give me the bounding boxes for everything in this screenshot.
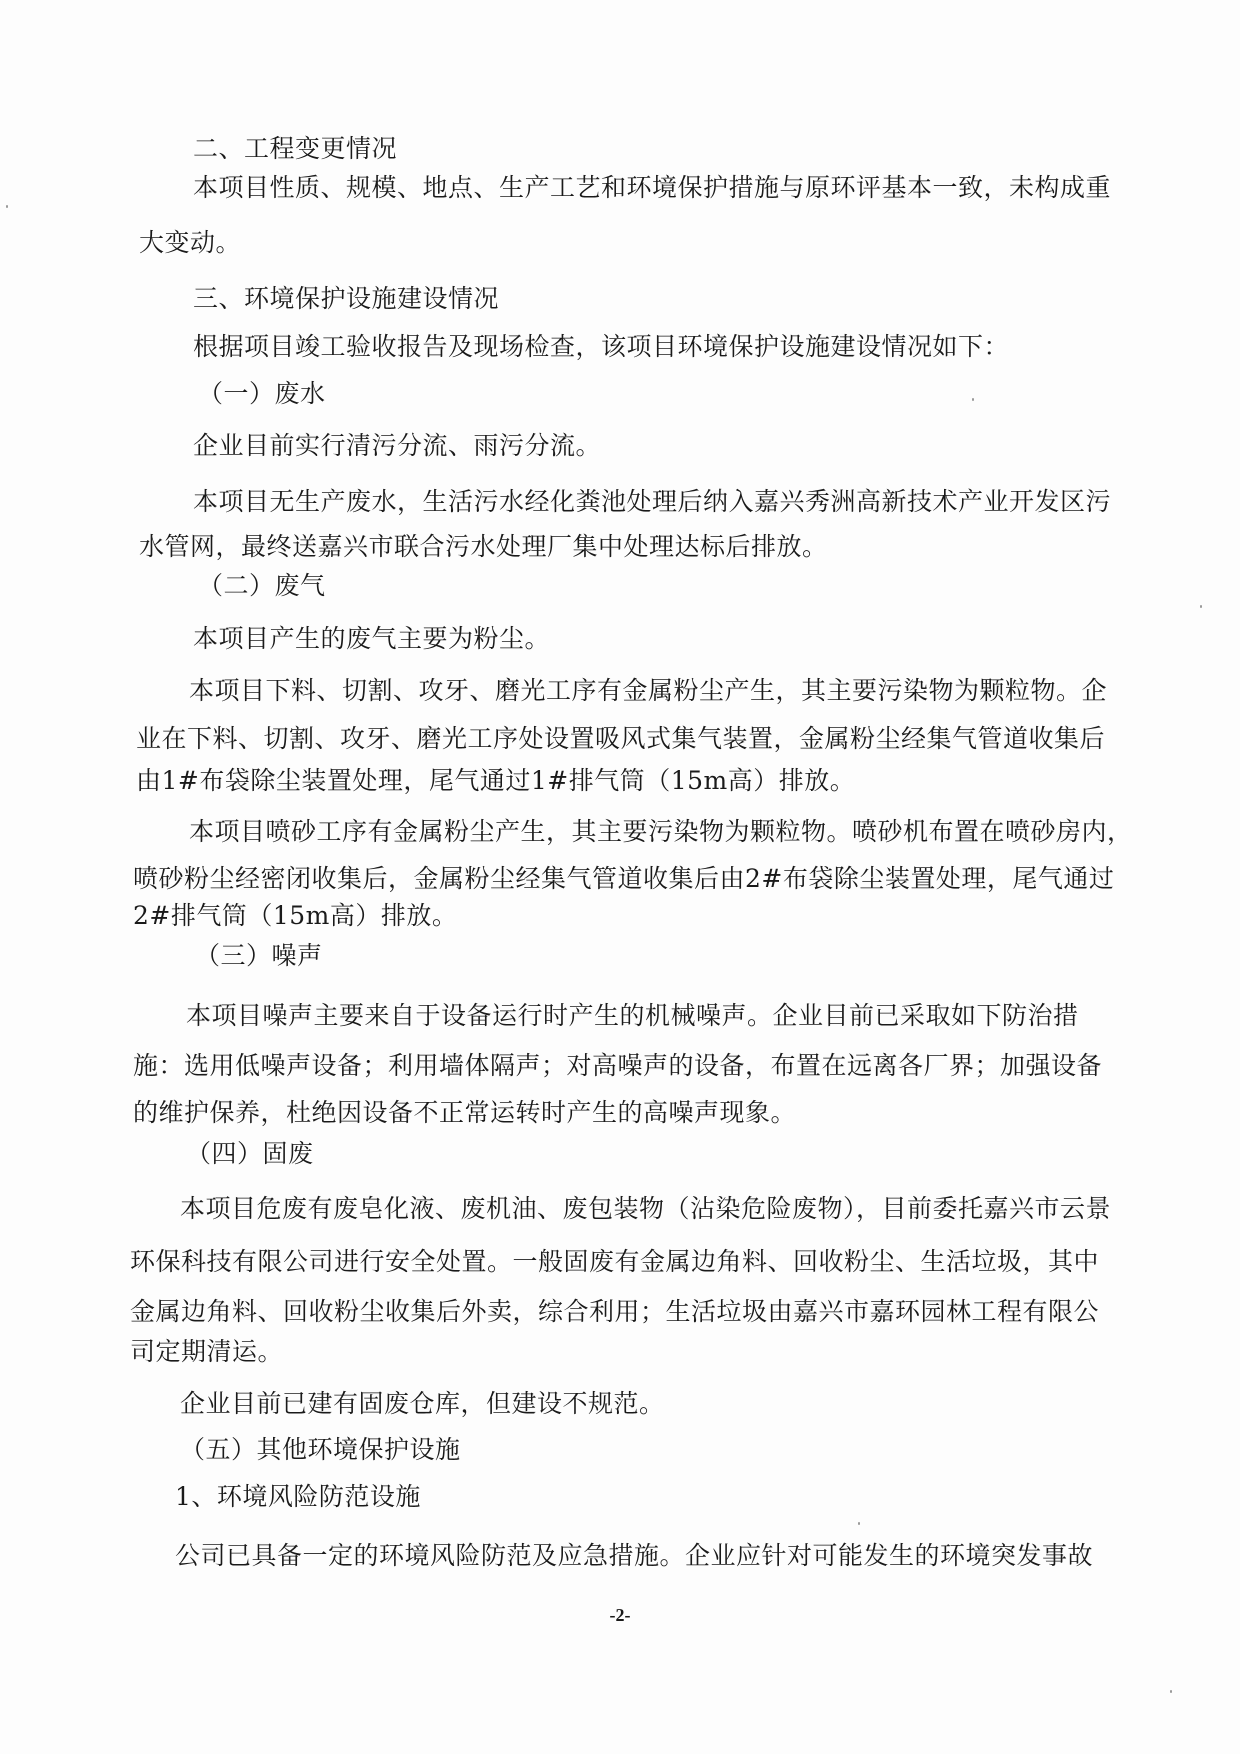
paragraph-line: 本项目无生产废水，生活污水经化粪池处理后纳入嘉兴秀洲高新技术产业开发区污: [193, 487, 1112, 516]
numbered-heading-risk-prevention: 1、环境风险防范设施: [175, 1482, 421, 1511]
paragraph-line: 企业目前已建有固废仓库，但建设不规范。: [180, 1389, 665, 1418]
paragraph-line: 本项目危废有废皂化液、废机油、废包装物（沾染危险废物），目前委托嘉兴市云景: [180, 1194, 1112, 1223]
paragraph-line: 公司已具备一定的环境风险防范及应急措施。企业应针对可能发生的环境突发事故: [175, 1541, 1094, 1570]
scan-speck: [972, 398, 974, 401]
paragraph-line: 2#排气筒（15m高）排放。: [133, 901, 458, 930]
scan-speck: [858, 1522, 860, 1525]
subsection-heading-noise: （三）噪声: [195, 941, 323, 970]
paragraph-line: 本项目性质、规模、地点、生产工艺和环境保护措施与原环评基本一致，未构成重: [193, 173, 1112, 202]
scan-speck: [6, 205, 8, 208]
paragraph-line: 本项目产生的废气主要为粉尘。: [193, 624, 551, 653]
paragraph-line: 本项目噪声主要来自于设备运行时产生的机械噪声。企业目前已采取如下防治措: [186, 1001, 1079, 1030]
paragraph-line: 企业目前实行清污分流、雨污分流。: [193, 431, 602, 460]
page-number: -2-: [609, 1605, 631, 1625]
paragraph-line: 环保科技有限公司进行安全处置。一般固废有金属边角料、回收粉尘、生活垃圾，其中: [130, 1247, 1100, 1276]
subsection-heading-solid-waste: （四）固废: [186, 1139, 314, 1168]
scan-speck: [1200, 605, 1202, 608]
paragraph-line: 水管网，最终送嘉兴市联合污水处理厂集中处理达标后排放。: [139, 532, 828, 561]
paragraph-line: 施：选用低噪声设备；利用墙体隔声；对高噪声的设备，布置在远离各厂界；加强设备: [133, 1051, 1103, 1080]
subsection-heading-exhaust: （二）废气: [198, 571, 326, 600]
section-heading-env-facilities: 三、环境保护设施建设情况: [193, 284, 500, 313]
scan-speck: [1170, 1690, 1172, 1693]
paragraph-line: 的维护保养，杜绝因设备不正常运转时产生的高噪声现象。: [133, 1098, 797, 1127]
paragraph-line: 喷砂粉尘经密闭收集后，金属粉尘经集气管道收集后由2#布袋除尘装置处理，尾气通过: [133, 864, 1115, 893]
subsection-heading-other-facilities: （五）其他环境保护设施: [180, 1435, 461, 1464]
paragraph-line: 司定期清运。: [130, 1337, 284, 1366]
paragraph-line: 业在下料、切割、攻牙、磨光工序处设置吸风式集气装置，金属粉尘经集气管道收集后: [136, 724, 1106, 753]
paragraph-line: 根据项目竣工验收报告及现场检查，该项目环境保护设施建设情况如下：: [193, 332, 1010, 361]
subsection-heading-wastewater: （一）废水: [198, 379, 326, 408]
paragraph-line: 金属边角料、回收粉尘收集后外卖，综合利用；生活垃圾由嘉兴市嘉环园林工程有限公: [130, 1297, 1100, 1326]
section-heading-project-changes: 二、工程变更情况: [193, 134, 398, 163]
paragraph-line: 本项目喷砂工序有金属粉尘产生，其主要污染物为颗粒物。喷砂机布置在喷砂房内，: [189, 817, 1133, 846]
paragraph-line: 由1#布袋除尘装置处理，尾气通过1#排气筒（15m高）排放。: [136, 766, 856, 795]
paragraph-line: 大变动。: [139, 228, 242, 257]
paragraph-line: 本项目下料、切割、攻牙、磨光工序有金属粉尘产生，其主要污染物为颗粒物。企: [189, 676, 1108, 705]
